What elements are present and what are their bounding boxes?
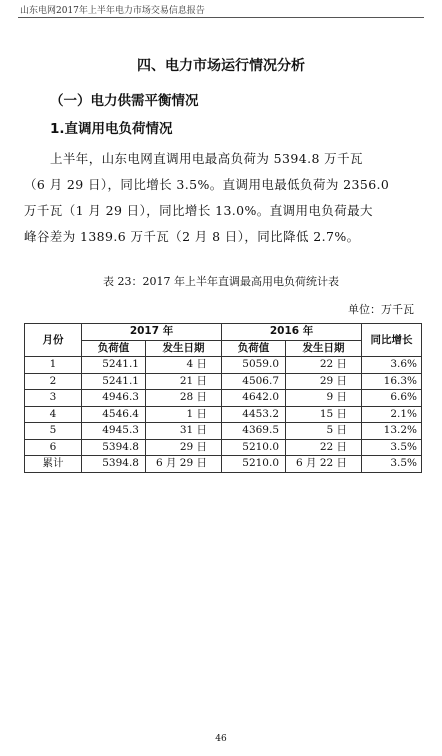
table-caption: 表 23：2017 年上半年直调最高用电负荷统计表: [103, 275, 339, 288]
cell-load-2017: 4945.3: [82, 423, 146, 440]
cell-month: 6: [25, 439, 82, 456]
body-paragraph: [24, 146, 424, 250]
cell-load-2016: 4453.2: [222, 406, 286, 423]
paragraph-line: 上半年，山东电网直调用电最高负荷为 5394.8 万千瓦: [50, 151, 363, 166]
cell-date-2016: 22 日: [286, 439, 362, 456]
table-row: [25, 390, 422, 407]
header-date-2016: 发生日期: [286, 340, 362, 357]
cell-yoy: 3.5%: [362, 439, 422, 456]
cell-date-2016: 6 月 22 日: [286, 456, 362, 473]
cell-load-2017: 5394.8: [82, 456, 146, 473]
cell-load-2016: 4642.0: [222, 390, 286, 407]
table-row-total: [25, 456, 422, 473]
cell-load-2016: 5059.0: [222, 357, 286, 374]
cell-date-2017: 28 日: [146, 390, 222, 407]
cell-month: 累计: [25, 456, 82, 473]
table-row: [25, 439, 422, 456]
cell-date-2016: 5 日: [286, 423, 362, 440]
page-number: 46: [215, 734, 227, 744]
cell-date-2016: 15 日: [286, 406, 362, 423]
paragraph-line: （6 月 29 日），同比增长 3.5%。直调用电最低负荷为 2356.0: [24, 177, 390, 192]
unit-note: 单位：万千瓦: [348, 303, 414, 316]
cell-date-2016: 22 日: [286, 357, 362, 374]
item-title: 1.直调用电负荷情况: [50, 121, 173, 137]
paragraph-line: 万千瓦（1 月 29 日），同比增长 13.0%。直调用电负荷最大: [24, 203, 373, 218]
header-yoy-growth: 同比增长: [362, 324, 422, 357]
table-row: [25, 357, 422, 374]
cell-date-2017: 4 日: [146, 357, 222, 374]
cell-yoy: 3.5%: [362, 456, 422, 473]
running-header: 山东电网2017年上半年电力市场交易信息报告: [20, 6, 205, 16]
cell-month: 1: [25, 357, 82, 374]
header-load-2017: 负荷值: [82, 340, 146, 357]
cell-load-2016: 4506.7: [222, 373, 286, 390]
cell-load-2017: 4946.3: [82, 390, 146, 407]
cell-date-2017: 1 日: [146, 406, 222, 423]
table-header-row: [25, 324, 422, 341]
cell-load-2017: 4546.4: [82, 406, 146, 423]
cell-yoy: 16.3%: [362, 373, 422, 390]
cell-month: 5: [25, 423, 82, 440]
subsection-title: （一）电力供需平衡情况: [50, 93, 199, 109]
cell-date-2017: 31 日: [146, 423, 222, 440]
cell-date-2017: 29 日: [146, 439, 222, 456]
load-statistics-table: [24, 323, 422, 473]
header-date-2017: 发生日期: [146, 340, 222, 357]
table-row: [25, 423, 422, 440]
header-divider: [18, 17, 424, 18]
cell-load-2016: 5210.0: [222, 439, 286, 456]
cell-month: 2: [25, 373, 82, 390]
paragraph-line: 峰谷差为 1389.6 万千瓦（2 月 8 日），同比降低 2.7%。: [24, 229, 360, 244]
table-row: [25, 406, 422, 423]
table-row: [25, 373, 422, 390]
header-load-2016: 负荷值: [222, 340, 286, 357]
cell-yoy: 2.1%: [362, 406, 422, 423]
section-title: 四、电力市场运行情况分析: [137, 58, 305, 74]
cell-month: 4: [25, 406, 82, 423]
header-month: 月份: [25, 324, 82, 357]
cell-date-2016: 29 日: [286, 373, 362, 390]
cell-load-2017: 5241.1: [82, 373, 146, 390]
cell-date-2016: 9 日: [286, 390, 362, 407]
cell-load-2016: 5210.0: [222, 456, 286, 473]
cell-date-2017: 21 日: [146, 373, 222, 390]
cell-yoy: 3.6%: [362, 357, 422, 374]
cell-load-2017: 5241.1: [82, 357, 146, 374]
cell-yoy: 13.2%: [362, 423, 422, 440]
cell-month: 3: [25, 390, 82, 407]
cell-yoy: 6.6%: [362, 390, 422, 407]
header-year-2016: 2016 年: [222, 324, 362, 341]
cell-load-2017: 5394.8: [82, 439, 146, 456]
header-year-2017: 2017 年: [82, 324, 222, 341]
cell-load-2016: 4369.5: [222, 423, 286, 440]
cell-date-2017: 6 月 29 日: [146, 456, 222, 473]
